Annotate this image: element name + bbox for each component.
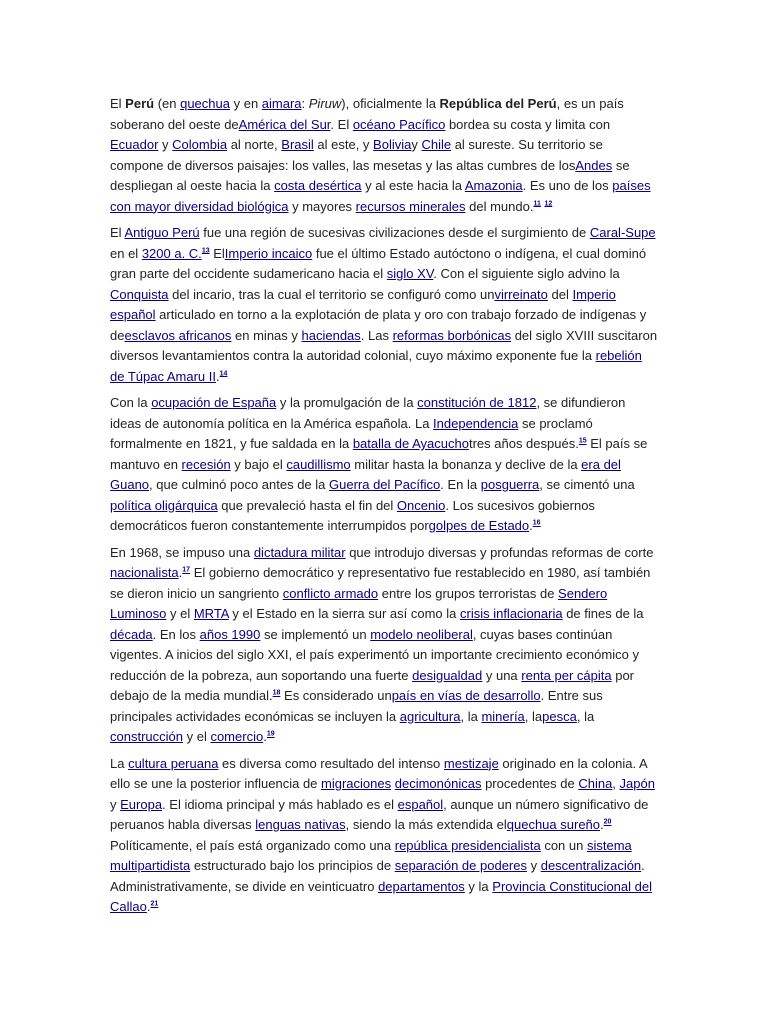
text-run: En 1968, se impuso una (110, 544, 254, 560)
text-run: articulado en torno a la explotación de plata y oro con trabajo forzado de indígenas y de (110, 307, 647, 343)
text-run: del siglo XVIII suscitaron diversos levantamientos contra la autoridad colonial, cuyo máximo exponente fue la (110, 327, 658, 363)
reference-link[interactable]: 15 (578, 437, 587, 445)
wiki-link[interactable]: Sendero Luminoso (110, 585, 608, 621)
text-run: . (178, 565, 183, 580)
text-run: , se difundieron ideas de autonomía política en la América española. La (110, 395, 626, 431)
text-run: Con la (110, 395, 152, 410)
text-run: se implementó un (260, 626, 371, 642)
wiki-link[interactable]: política oligárquica (110, 497, 218, 513)
wiki-link[interactable]: crisis inflacionaria (459, 606, 563, 621)
wiki-link[interactable]: país en vías de desarrollo (391, 688, 541, 703)
wiki-link[interactable]: pesca (542, 708, 577, 724)
wiki-link[interactable]: Europa (120, 796, 163, 812)
text-run: . (216, 368, 220, 384)
text-run: con un (540, 837, 587, 853)
wiki-link[interactable]: renta per cápita (521, 667, 612, 683)
text-run: , la (524, 708, 543, 724)
text-run: y en (229, 96, 262, 111)
text-run: : (301, 96, 309, 111)
text-run: y (110, 796, 121, 812)
reference-link[interactable]: 16 (532, 519, 541, 527)
text-run: . (529, 518, 533, 533)
text-run: fue el último Estado autóctono o indígena, el cual dominó gran parte del occidente sudamericano hacia el (110, 245, 647, 281)
wiki-link[interactable]: recursos minerales (355, 198, 466, 214)
text-run: y la promulgación de la (276, 395, 418, 410)
wiki-link[interactable]: costa desértica (274, 178, 362, 193)
text-run: El (110, 225, 125, 240)
text-run: del incario, tras la cual el territorio se configuró como un (168, 286, 495, 302)
wiki-link[interactable]: MRTA (193, 606, 229, 621)
wiki-link[interactable]: Japón (619, 776, 655, 791)
text-run: El (209, 245, 225, 261)
reference-link[interactable]: 13 (201, 247, 210, 255)
reference-link[interactable]: 14 (219, 370, 228, 378)
paragraph-history (110, 223, 658, 387)
text-run: , (612, 776, 620, 791)
text-run: . El idioma principal y más hablado es el (162, 796, 398, 812)
wiki-link[interactable]: Provincia Constitucional del Callao (110, 878, 652, 914)
wiki-link[interactable]: república presidencialista (394, 837, 541, 853)
text-run: . Es uno de los (522, 178, 613, 193)
bold-text: República del Perú (439, 96, 557, 111)
text-run: La (110, 755, 129, 771)
text-run: del mundo. (465, 198, 534, 214)
text-run: al norte, (227, 137, 282, 152)
text-run: de fines de la (562, 606, 644, 621)
text-run: El gobierno democrático y representativo fue restablecido en 1980, así también se dieron inicio un sangriento (110, 565, 651, 601)
text-run: . Administrativamente, se divide en veinticuatro (110, 858, 645, 894)
text-run: y al este hacia la (361, 178, 465, 193)
wiki-link[interactable]: constitución de 1812 (417, 395, 537, 410)
reference-link[interactable]: 21 (150, 900, 159, 908)
wiki-link[interactable]: Imperio español (110, 286, 616, 322)
wiki-link[interactable]: esclavos africanos (124, 327, 232, 343)
text-run: y el (182, 729, 211, 744)
wiki-link[interactable]: Imperio incaico (224, 245, 313, 261)
wiki-link[interactable]: era del Guano (110, 456, 621, 492)
text-run: . Las (360, 327, 393, 343)
wiki-link[interactable]: minería (481, 708, 525, 724)
wiki-link[interactable]: Brasil (281, 137, 314, 152)
text-run: que introdujo diversas y profundas reformas de corte (345, 544, 654, 560)
text-run: y mayores (288, 198, 356, 214)
wiki-link[interactable]: agricultura (399, 708, 461, 724)
text-run: . El (330, 116, 353, 132)
text-run: entre los grupos terroristas de (378, 585, 559, 601)
wiki-link[interactable]: Chile (421, 137, 452, 152)
wiki-link[interactable]: lenguas nativas (255, 817, 346, 832)
wiki-link[interactable]: separación de poderes (394, 858, 527, 873)
wiki-link[interactable]: Ecuador (110, 137, 159, 152)
wiki-link[interactable]: migraciones (321, 776, 392, 791)
text-run: y una (482, 667, 522, 683)
wiki-link[interactable]: reformas borbónicas (392, 327, 512, 343)
text-run: El país se mantuvo en (110, 436, 648, 472)
wiki-link[interactable]: español (397, 796, 444, 812)
text-run: , es un país soberano del oeste de (110, 96, 624, 132)
text-run: y (526, 858, 541, 873)
wiki-link[interactable]: años 1990 (199, 626, 261, 642)
wiki-link[interactable]: comercio (210, 729, 264, 744)
text-run: procedentes de (481, 776, 579, 791)
text-run: tres años después. (468, 436, 579, 451)
reference-link[interactable]: 12 (544, 200, 553, 208)
reference-link[interactable]: 17 (182, 566, 191, 574)
text-run: , cuyas bases continúan vigentes. A inicios del siglo XXI, el país experimentó un importante crecimiento económico y reducción de la pobreza, aun soportando una fuerte (110, 626, 639, 683)
text-run: , aunque un número significativo de peruanos habla diversas (110, 796, 649, 832)
wiki-link[interactable]: virreinato (494, 286, 548, 302)
wiki-link[interactable]: China (578, 776, 613, 791)
text-run: (en (154, 96, 181, 111)
wiki-link[interactable]: Guerra del Pacífico (329, 477, 441, 492)
text-run: bordea su costa y limita con (445, 116, 611, 132)
wiki-link[interactable]: construcción (110, 729, 183, 744)
italic-text: Piruw (308, 96, 342, 111)
paragraph-modern-era (110, 543, 658, 748)
text-run: y bajo el (230, 456, 287, 472)
wiki-link[interactable]: océano Pacífico (352, 116, 446, 132)
paragraph-independence (110, 393, 658, 537)
wiki-link[interactable]: Caral-Supe (589, 225, 656, 240)
wiki-link[interactable]: países con mayor diversidad biológica (110, 178, 651, 214)
text-run: en el (110, 245, 142, 261)
text-run: . (600, 817, 604, 832)
text-run: en minas y (231, 327, 302, 343)
wiki-link[interactable]: posguerra (480, 477, 540, 492)
wiki-link[interactable]: Independencia (433, 415, 519, 431)
text-run: al sureste. Su territorio se compone de diversos paisajes: los valles, las mesetas y las altas cumbres de los (110, 137, 603, 173)
text-run: y la (464, 878, 493, 894)
wiki-link[interactable]: quechua (180, 96, 230, 111)
wiki-link[interactable]: Antiguo Perú (124, 225, 200, 240)
wiki-link[interactable]: caudillismo (286, 456, 351, 472)
wiki-link[interactable]: batalla de Ayacucho (352, 436, 469, 451)
text-run: Políticamente, el país está organizado como una (110, 837, 395, 853)
wiki-link[interactable]: década (110, 626, 153, 642)
wiki-link[interactable]: rebelión de Túpac Amaru II (110, 348, 642, 384)
paragraph-intro (110, 94, 658, 217)
bold-text: Perú (125, 96, 155, 111)
wiki-link[interactable]: departamentos (378, 878, 465, 894)
wiki-link[interactable]: modelo neoliberal (370, 626, 473, 642)
wiki-link[interactable]: desigualdad (412, 667, 483, 683)
wiki-link[interactable]: dictadura militar (253, 544, 346, 560)
text-run: , la (460, 708, 482, 724)
wiki-link[interactable]: América del Sur (238, 116, 331, 132)
text-run: y el (166, 606, 194, 621)
wiki-link[interactable]: descentralización (540, 858, 642, 873)
wiki-link[interactable]: Amazonia (464, 178, 523, 193)
wiki-link[interactable]: quechua sureño (506, 817, 601, 832)
wiki-link[interactable]: nacionalista (110, 565, 179, 580)
text-run: , que culminó poco antes de la (149, 477, 329, 492)
wiki-link[interactable]: cultura peruana (128, 755, 219, 771)
wiki-link[interactable]: siglo XV (386, 266, 434, 281)
text-run: y el Estado en la sierra sur así como la (228, 606, 460, 621)
wiki-link[interactable]: decimonónicas (394, 776, 482, 791)
wiki-link[interactable]: conflicto armado (282, 585, 379, 601)
wiki-link[interactable]: Colombia (172, 137, 228, 152)
text-run: . Los sucesivos gobiernos democráticos fueron constantemente interrumpidos por (110, 497, 595, 533)
text-run: fue una región de sucesivas civilizaciones desde el surgimiento de (199, 225, 590, 240)
text-run: se despliegan al oeste hacia la (110, 157, 630, 193)
text-run: . Entre sus principales actividades económicas se incluyen la (110, 688, 603, 724)
wiki-link[interactable]: 3200 a. C. (141, 245, 202, 261)
text-run: al este, y (313, 137, 374, 152)
text-run: por debajo de la media mundial. (110, 667, 635, 703)
text-run: y (158, 137, 173, 152)
wiki-link[interactable]: Oncenio (396, 497, 446, 513)
wiki-link[interactable]: golpes de Estado (428, 518, 530, 533)
text-run: y (411, 137, 422, 152)
wiki-link[interactable]: mestizaje (443, 755, 499, 771)
text-run: se proclamó formalmente en 1821, y fue saldada en la (110, 415, 593, 451)
text-run: . (146, 899, 151, 914)
wiki-link[interactable]: Bolivia (373, 137, 412, 152)
text-run: estructurado bajo los principios de (190, 858, 395, 873)
reference-link[interactable]: 18 (272, 689, 281, 697)
wiki-link[interactable]: haciendas (301, 327, 361, 343)
text-run: , siendo la más extendida el (345, 817, 507, 832)
reference-link[interactable]: 20 (603, 818, 612, 826)
text-run: El (110, 96, 126, 111)
text-run: . (263, 729, 267, 744)
wiki-link[interactable]: recesión (181, 456, 231, 472)
wiki-link[interactable]: Andes (575, 157, 613, 173)
text-run: es diversa como resultado del intenso (218, 755, 444, 771)
wiki-link[interactable]: ocupación de España (151, 395, 277, 410)
text-run: Es considerado un (280, 688, 392, 703)
text-run: del (547, 286, 573, 302)
text-run: militar hasta la bonanza y declive de la (350, 456, 582, 472)
text-run: , se cimentó una (539, 477, 635, 492)
wiki-link[interactable]: Conquista (110, 286, 169, 302)
reference-link[interactable]: 11 (533, 200, 541, 208)
article-body (110, 94, 658, 924)
text-run: , la (576, 708, 595, 724)
wiki-link[interactable]: sistema multipartidista (110, 837, 632, 873)
paragraph-culture (110, 754, 658, 918)
text-run: . Con el siguiente siglo advino la (433, 266, 620, 281)
text-run: . En la (440, 477, 481, 492)
wiki-link[interactable]: aimara (261, 96, 302, 111)
text-run: . En los (152, 626, 200, 642)
text-run: ), oficialmente la (341, 96, 440, 111)
text-run: que prevaleció hasta el fin del (217, 497, 397, 513)
reference-link[interactable]: 19 (266, 730, 275, 738)
text-run: originado en la colonia. A ello se une la posterior influencia de (110, 755, 647, 791)
